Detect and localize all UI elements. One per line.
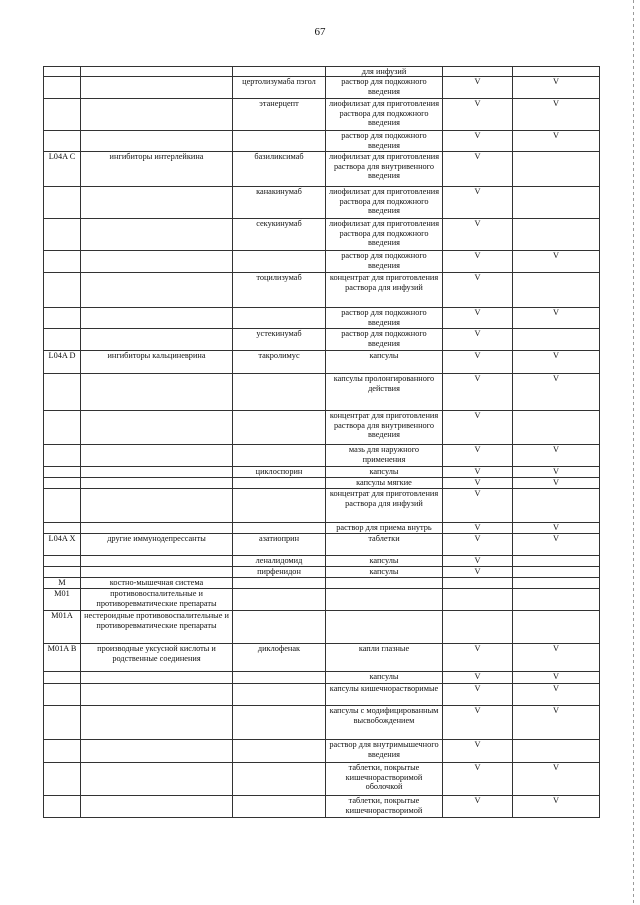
mark-column-2-cell: V	[513, 251, 600, 273]
dosage-form-cell: капсулы пролонгированного действия	[326, 374, 443, 411]
mark-column-2-cell	[513, 556, 600, 567]
drug-name-cell	[233, 308, 326, 329]
mark-column-2-cell: V	[513, 534, 600, 556]
group-name-cell	[81, 187, 233, 219]
group-name-cell	[81, 478, 233, 489]
table-row	[44, 567, 600, 578]
dosage-form-cell: раствор для внутримышечного введения	[326, 740, 443, 763]
dosage-form-cell: лиофилизат для приготовления раствора для подкожного введения	[326, 99, 443, 131]
mark-column-2-cell: V	[513, 644, 600, 672]
drug-name-cell	[233, 578, 326, 589]
atc-code-cell: L04A D	[44, 351, 81, 374]
dosage-form-cell: для инфузий	[326, 67, 443, 77]
mark-column-2-cell: V	[513, 351, 600, 374]
table-row	[44, 589, 600, 611]
atc-code-cell	[44, 187, 81, 219]
table-row	[44, 672, 600, 684]
group-name-cell	[81, 251, 233, 273]
mark-column-1-cell: V	[443, 187, 513, 219]
dosage-form-cell: лиофилизат для приготовления раствора для подкожного введения	[326, 219, 443, 251]
mark-column-2-cell	[513, 489, 600, 523]
mark-column-2-cell: V	[513, 374, 600, 411]
atc-code-cell	[44, 67, 81, 77]
dosage-form-cell: раствор для подкожного введения	[326, 329, 443, 351]
table-row	[44, 706, 600, 740]
drug-name-cell	[233, 672, 326, 684]
atc-code-cell	[44, 99, 81, 131]
drug-name-cell: базиликсимаб	[233, 152, 326, 187]
table-row	[44, 131, 600, 152]
dosage-form-cell: концентрат для приготовления раствора для инфузий	[326, 489, 443, 523]
table-row	[44, 251, 600, 273]
mark-column-1-cell: V	[443, 796, 513, 818]
atc-code-cell	[44, 740, 81, 763]
dosage-form-cell: капсулы	[326, 672, 443, 684]
drug-name-cell	[233, 478, 326, 489]
group-name-cell	[81, 740, 233, 763]
drug-list-table	[43, 66, 600, 818]
mark-column-2-cell	[513, 273, 600, 308]
table-row	[44, 308, 600, 329]
table-row	[44, 187, 600, 219]
dosage-form-cell: капсулы	[326, 556, 443, 567]
group-name-cell	[81, 329, 233, 351]
dosage-form-cell	[326, 589, 443, 611]
drug-name-cell	[233, 763, 326, 796]
dosage-form-cell: раствор для подкожного введения	[326, 131, 443, 152]
mark-column-1-cell: V	[443, 251, 513, 273]
atc-code-cell: M01A B	[44, 644, 81, 672]
group-name-cell	[81, 672, 233, 684]
mark-column-2-cell	[513, 611, 600, 644]
table-row	[44, 219, 600, 251]
scan-edge	[633, 0, 634, 905]
group-name-cell	[81, 489, 233, 523]
mark-column-2-cell: V	[513, 467, 600, 478]
atc-code-cell	[44, 131, 81, 152]
atc-code-cell	[44, 478, 81, 489]
atc-code-cell: L04A C	[44, 152, 81, 187]
dosage-form-cell: таблетки	[326, 534, 443, 556]
mark-column-1-cell: V	[443, 351, 513, 374]
mark-column-2-cell: V	[513, 308, 600, 329]
dosage-form-cell: капсулы с модифицированным высвобождением	[326, 706, 443, 740]
table-row	[44, 152, 600, 187]
group-name-cell	[81, 131, 233, 152]
dosage-form-cell: таблетки, покрытые кишечнорастворимой оболочкой	[326, 763, 443, 796]
group-name-cell	[81, 77, 233, 99]
group-name-cell	[81, 523, 233, 534]
atc-code-cell	[44, 796, 81, 818]
atc-code-cell	[44, 411, 81, 445]
mark-column-1-cell: V	[443, 308, 513, 329]
dosage-form-cell: концентрат для приготовления раствора для инфузий	[326, 273, 443, 308]
dosage-form-cell: раствор для подкожного введения	[326, 308, 443, 329]
table-row	[44, 273, 600, 308]
drug-name-cell	[233, 684, 326, 706]
mark-column-2-cell: V	[513, 478, 600, 489]
drug-name-cell: тоцилизумаб	[233, 273, 326, 308]
mark-column-1-cell: V	[443, 152, 513, 187]
mark-column-1-cell: V	[443, 684, 513, 706]
mark-column-1-cell: V	[443, 644, 513, 672]
mark-column-2-cell	[513, 589, 600, 611]
mark-column-2-cell	[513, 567, 600, 578]
drug-name-cell: циклоспорин	[233, 467, 326, 478]
mark-column-1-cell: V	[443, 489, 513, 523]
drug-name-cell	[233, 706, 326, 740]
atc-code-cell	[44, 329, 81, 351]
group-name-cell	[81, 219, 233, 251]
mark-column-2-cell	[513, 411, 600, 445]
table-row	[44, 411, 600, 445]
drug-name-cell: диклофенак	[233, 644, 326, 672]
mark-column-2-cell	[513, 67, 600, 77]
dosage-form-cell: раствор для подкожного введения	[326, 77, 443, 99]
table-row	[44, 763, 600, 796]
group-name-cell	[81, 411, 233, 445]
group-name-cell: производные уксусной кислоты и родственные соединения	[81, 644, 233, 672]
atc-code-cell	[44, 706, 81, 740]
atc-code-cell	[44, 77, 81, 99]
atc-code-cell	[44, 251, 81, 273]
drug-name-cell	[233, 740, 326, 763]
mark-column-1-cell: V	[443, 523, 513, 534]
table-row	[44, 578, 600, 589]
table-row	[44, 534, 600, 556]
mark-column-2-cell	[513, 219, 600, 251]
mark-column-1-cell	[443, 589, 513, 611]
mark-column-2-cell	[513, 329, 600, 351]
table-row	[44, 644, 600, 672]
dosage-form-cell: капсулы кишечнорастворимые	[326, 684, 443, 706]
dosage-form-cell: раствор для приема внутрь	[326, 523, 443, 534]
group-name-cell: ингибиторы кальциневрина	[81, 351, 233, 374]
group-name-cell: противовоспалительные и противоревматические препараты	[81, 589, 233, 611]
dosage-form-cell: лиофилизат для приготовления раствора для подкожного введения	[326, 187, 443, 219]
table-row	[44, 445, 600, 467]
table-row	[44, 478, 600, 489]
drug-name-cell	[233, 411, 326, 445]
mark-column-1-cell: V	[443, 99, 513, 131]
dosage-form-cell: капсулы	[326, 467, 443, 478]
drug-name-cell: пирфенидон	[233, 567, 326, 578]
mark-column-1-cell: V	[443, 556, 513, 567]
mark-column-1-cell: V	[443, 763, 513, 796]
drug-name-cell	[233, 589, 326, 611]
mark-column-2-cell	[513, 187, 600, 219]
drug-name-cell	[233, 489, 326, 523]
dosage-form-cell: капсулы	[326, 351, 443, 374]
atc-code-cell	[44, 467, 81, 478]
mark-column-1-cell: V	[443, 411, 513, 445]
group-name-cell	[81, 796, 233, 818]
mark-column-1-cell: V	[443, 273, 513, 308]
group-name-cell	[81, 763, 233, 796]
table-row	[44, 467, 600, 478]
table-row	[44, 67, 600, 77]
drug-name-cell	[233, 611, 326, 644]
dosage-form-cell: лиофилизат для приготовления раствора для внутривенного введения	[326, 152, 443, 187]
mark-column-2-cell: V	[513, 131, 600, 152]
dosage-form-cell: концентрат для приготовления раствора для внутривенного введения	[326, 411, 443, 445]
dosage-form-cell: капсулы мягкие	[326, 478, 443, 489]
group-name-cell	[81, 308, 233, 329]
dosage-form-cell: капли глазные	[326, 644, 443, 672]
mark-column-2-cell: V	[513, 706, 600, 740]
atc-code-cell: M01A	[44, 611, 81, 644]
mark-column-2-cell	[513, 578, 600, 589]
mark-column-1-cell	[443, 578, 513, 589]
drug-name-cell	[233, 67, 326, 77]
table-row	[44, 684, 600, 706]
drug-name-cell	[233, 374, 326, 411]
group-name-cell: костно-мышечная система	[81, 578, 233, 589]
group-name-cell	[81, 445, 233, 467]
atc-code-cell: M01	[44, 589, 81, 611]
atc-code-cell	[44, 523, 81, 534]
atc-code-cell	[44, 672, 81, 684]
mark-column-2-cell: V	[513, 445, 600, 467]
mark-column-2-cell: V	[513, 523, 600, 534]
mark-column-2-cell: V	[513, 672, 600, 684]
drug-name-cell	[233, 445, 326, 467]
atc-code-cell: L04A X	[44, 534, 81, 556]
atc-code-cell	[44, 567, 81, 578]
group-name-cell	[81, 706, 233, 740]
group-name-cell	[81, 99, 233, 131]
group-name-cell	[81, 273, 233, 308]
drug-name-cell: устекинумаб	[233, 329, 326, 351]
drug-name-cell: секукинумаб	[233, 219, 326, 251]
mark-column-1-cell: V	[443, 740, 513, 763]
mark-column-2-cell: V	[513, 77, 600, 99]
atc-code-cell	[44, 556, 81, 567]
mark-column-1-cell: V	[443, 672, 513, 684]
drug-name-cell: такролимус	[233, 351, 326, 374]
mark-column-2-cell: V	[513, 796, 600, 818]
table-row	[44, 556, 600, 567]
table-row	[44, 523, 600, 534]
mark-column-2-cell: V	[513, 684, 600, 706]
drug-name-cell	[233, 131, 326, 152]
dosage-form-cell: капсулы	[326, 567, 443, 578]
drug-name-cell	[233, 523, 326, 534]
drug-name-cell	[233, 251, 326, 273]
mark-column-1-cell: V	[443, 467, 513, 478]
drug-name-cell: азатиоприн	[233, 534, 326, 556]
group-name-cell	[81, 67, 233, 77]
dosage-form-cell	[326, 578, 443, 589]
table-row	[44, 351, 600, 374]
atc-code-cell	[44, 308, 81, 329]
mark-column-2-cell: V	[513, 99, 600, 131]
group-name-cell	[81, 567, 233, 578]
mark-column-1-cell: V	[443, 374, 513, 411]
group-name-cell	[81, 556, 233, 567]
mark-column-1-cell: V	[443, 534, 513, 556]
drug-name-cell: канакинумаб	[233, 187, 326, 219]
mark-column-1-cell	[443, 611, 513, 644]
dosage-form-cell: таблетки, покрытые кишечнорастворимой	[326, 796, 443, 818]
mark-column-1-cell: V	[443, 445, 513, 467]
mark-column-1-cell: V	[443, 478, 513, 489]
table-row	[44, 796, 600, 818]
atc-code-cell: M	[44, 578, 81, 589]
table-row	[44, 77, 600, 99]
page-number: 67	[314, 26, 326, 38]
atc-code-cell	[44, 489, 81, 523]
dosage-form-cell: мазь для наружного применения	[326, 445, 443, 467]
group-name-cell	[81, 467, 233, 478]
drug-name-cell: леналидомид	[233, 556, 326, 567]
drug-name-cell: цертолизумаба пэгол	[233, 77, 326, 99]
group-name-cell: ингибиторы интерлейкина	[81, 152, 233, 187]
table-row	[44, 489, 600, 523]
mark-column-2-cell: V	[513, 763, 600, 796]
drug-name-cell: этанерцепт	[233, 99, 326, 131]
mark-column-1-cell: V	[443, 219, 513, 251]
atc-code-cell	[44, 684, 81, 706]
drug-name-cell	[233, 796, 326, 818]
dosage-form-cell	[326, 611, 443, 644]
dosage-form-cell: раствор для подкожного введения	[326, 251, 443, 273]
group-name-cell: другие иммунодепрессанты	[81, 534, 233, 556]
atc-code-cell	[44, 219, 81, 251]
table-row	[44, 611, 600, 644]
mark-column-1-cell: V	[443, 567, 513, 578]
table-body	[44, 67, 600, 818]
table-row	[44, 740, 600, 763]
atc-code-cell	[44, 273, 81, 308]
group-name-cell	[81, 374, 233, 411]
mark-column-1-cell	[443, 67, 513, 77]
mark-column-1-cell: V	[443, 77, 513, 99]
table-row	[44, 329, 600, 351]
atc-code-cell	[44, 445, 81, 467]
mark-column-1-cell: V	[443, 706, 513, 740]
mark-column-1-cell: V	[443, 131, 513, 152]
table-row	[44, 374, 600, 411]
atc-code-cell	[44, 763, 81, 796]
group-name-cell	[81, 684, 233, 706]
mark-column-2-cell	[513, 740, 600, 763]
atc-code-cell	[44, 374, 81, 411]
group-name-cell: нестероидные противовоспалительные и противоревматические препараты	[81, 611, 233, 644]
table-row	[44, 99, 600, 131]
mark-column-2-cell	[513, 152, 600, 187]
mark-column-1-cell: V	[443, 329, 513, 351]
